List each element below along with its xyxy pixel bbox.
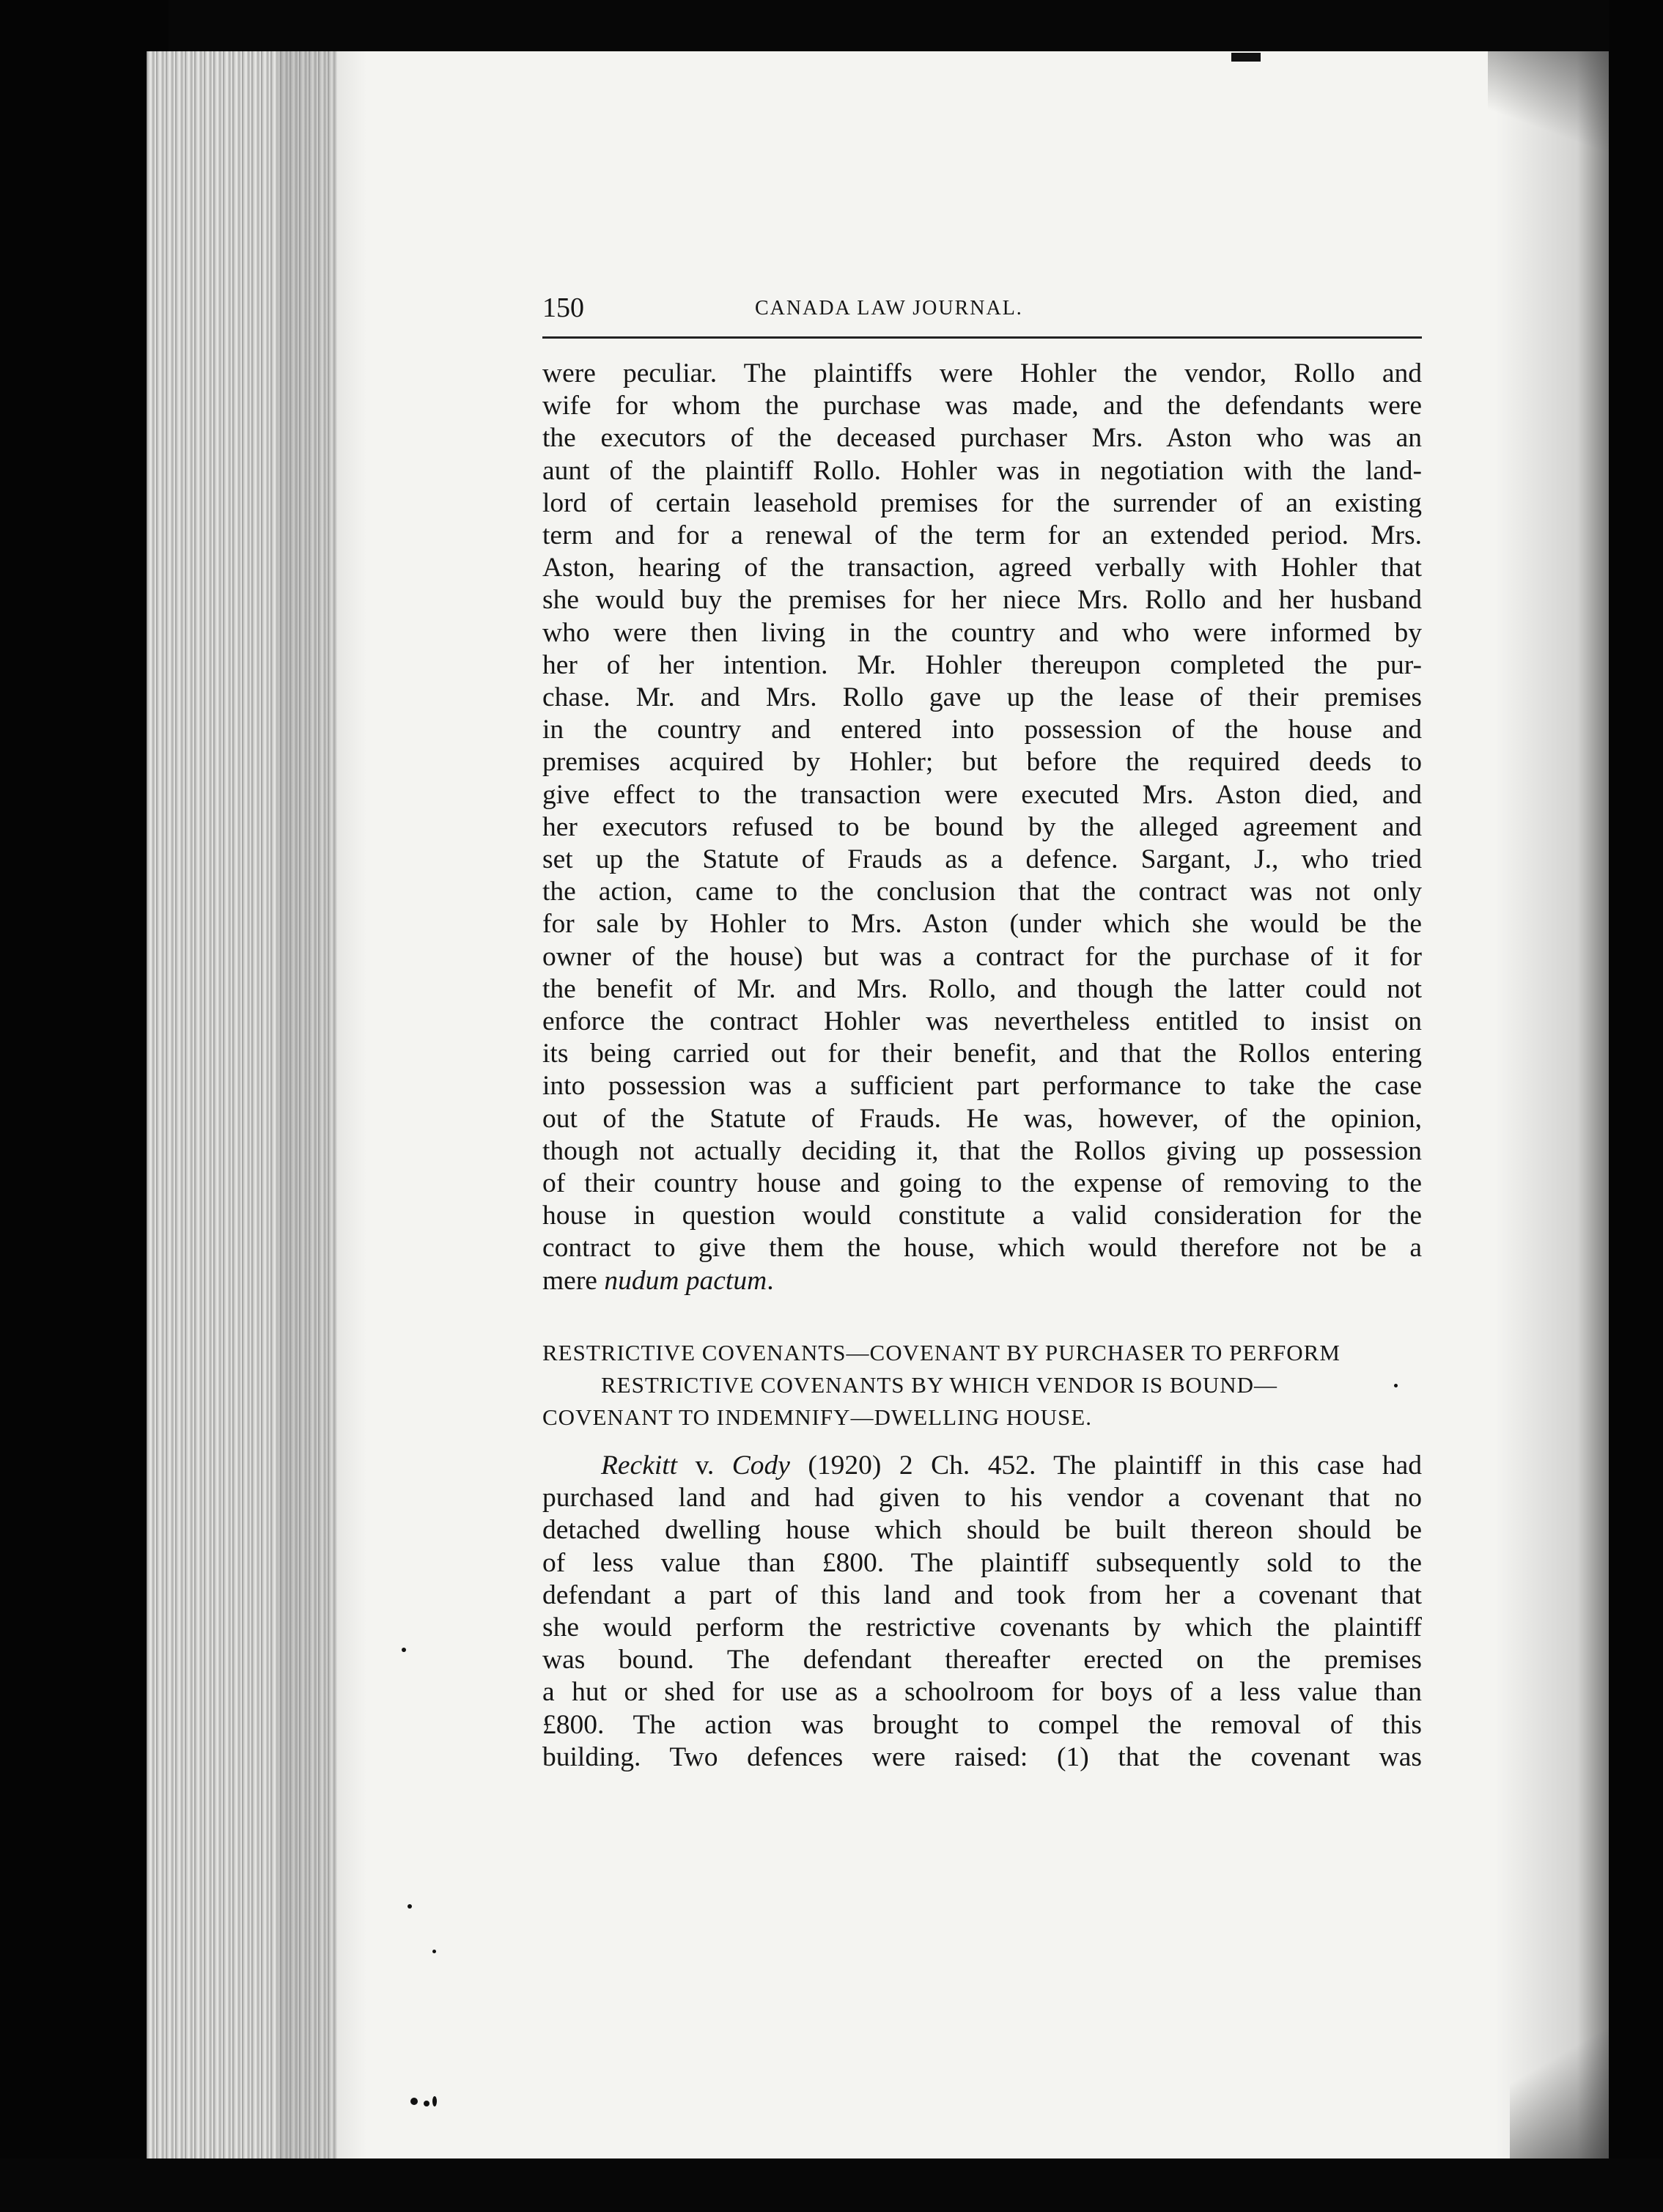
text-line: wife for whom the purchase was made, and the defendants were: [542, 391, 1422, 421]
corner-shadow-top: [1488, 51, 1612, 154]
heading-line: RESTRICTIVE COVENANTS BY WHICH VENDOR IS BOUND—: [601, 1371, 1278, 1398]
text-line: who were then living in the country and who were informed by: [542, 617, 1422, 648]
text-line: the benefit of Mr. and Mrs. Rollo, and though the latter could not: [542, 973, 1422, 1004]
scan-speck: [408, 1904, 412, 1909]
text-line: detached dwelling house which should be built thereon should be: [542, 1515, 1422, 1546]
text-line: defendant a part of this land and took from her a covenant that: [542, 1579, 1422, 1610]
line-suffix: .: [767, 1265, 774, 1296]
scan-speck: [410, 2098, 418, 2105]
text-line: for sale by Hohler to Mrs. Aston (under which she would be the: [542, 909, 1422, 940]
text-line: premises acquired by Hohler; but before the required deeds to: [542, 747, 1422, 778]
scan-border-top: [0, 0, 1663, 53]
text-line: purchased land and had given to his vendor a covenant that no: [542, 1483, 1422, 1514]
text-line: out of the Statute of Frauds. He was, however, of the opinion,: [542, 1103, 1422, 1134]
scan-speck: [424, 2101, 429, 2106]
section-heading: [542, 1337, 1422, 1434]
text-line: enforce the contract Hohler was nevertheless entitled to insist on: [542, 1006, 1422, 1037]
text-line: her of her intention. Mr. Hohler thereupon completed the pur-: [542, 649, 1422, 680]
heading-line: RESTRICTIVE COVENANTS—COVENANT BY PURCHASER TO PERFORM: [542, 1339, 1341, 1365]
paragraph-1: [542, 358, 1422, 1297]
text-line: was bound. The defendant thereafter erected on the premises: [542, 1645, 1422, 1675]
text-line: though not actually deciding it, that the Rollos giving up possession: [542, 1135, 1422, 1166]
text-line: in the country and entered into possession of the house and: [542, 715, 1422, 745]
running-head: [542, 290, 1422, 339]
text-line: owner of the house) but was a contract for the purchase of it for: [542, 941, 1422, 972]
text-line: into possession was a sufficient part performance to take the case: [542, 1071, 1422, 1102]
corner-shadow-bottom: [1510, 2023, 1620, 2162]
case-name: Reckitt: [601, 1450, 678, 1481]
scan-border-bottom: [0, 2158, 1663, 2212]
page-text: [542, 290, 1422, 1774]
line-prefix: mere: [542, 1265, 605, 1296]
scan-speck: [402, 1648, 406, 1652]
text-line: a hut or shed for use as a schoolroom for boys of a less value than: [542, 1677, 1422, 1708]
paragraph-2: [542, 1450, 1422, 1774]
scan-speck: [1231, 53, 1261, 62]
page-edge-shadow: [1495, 51, 1612, 2162]
scan-speck: [1394, 1384, 1398, 1387]
text-line: of less value than £800. The plaintiff subsequently sold to the: [542, 1547, 1422, 1578]
text-line: lord of certain leasehold premises for the surrender of an existing: [542, 487, 1422, 518]
text-line: set up the Statute of Frauds as a defence. Sargant, J., who tried: [542, 844, 1422, 875]
journal-title: CANADA LAW JOURNAL.: [755, 297, 1023, 320]
text-line: its being carried out for their benefit, and that the Rollos entering: [542, 1039, 1422, 1069]
text-line: chase. Mr. and Mrs. Rollo gave up the lease of their premises: [542, 682, 1422, 713]
text-line: £800. The action was brought to compel the removal of this: [542, 1709, 1422, 1740]
page-number: 150: [542, 292, 584, 323]
latin-phrase: nudum pactum: [604, 1265, 767, 1296]
case-versus: v.: [677, 1450, 732, 1481]
text-line: she would buy the premises for her niece Mrs. Rollo and her husband: [542, 585, 1422, 616]
text-line: she would perform the restrictive covenants by which the plaintiff: [542, 1612, 1422, 1643]
text-line: aunt of the plaintiff Rollo. Hohler was in negotiation with the land-: [542, 455, 1422, 486]
text-line: were peculiar. The plaintiffs were Hohler the vendor, Rollo and: [542, 358, 1422, 388]
scan-speck: [432, 1950, 436, 1953]
scan-border-right: [1609, 0, 1663, 2212]
text-line: [542, 1450, 1422, 1482]
text-line: of their country house and going to the expense of removing to the: [542, 1168, 1422, 1199]
scan-border-left: [0, 0, 169, 2212]
text-line: her executors refused to be bound by the alleged agreement and: [542, 811, 1422, 842]
scan-speck: [432, 2096, 437, 2106]
gutter-shadow: [279, 51, 366, 2162]
case-citation: (1920) 2 Ch. 452. The plaintiff in this case had: [789, 1450, 1422, 1481]
text-line: the action, came to the conclusion that the contract was not only: [542, 877, 1422, 907]
case-name: Cody: [731, 1450, 790, 1481]
text-line: the executors of the deceased purchaser Mrs. Aston who was an: [542, 423, 1422, 454]
text-line: contract to give them the house, which would therefore not be a: [542, 1233, 1422, 1264]
text-line: term and for a renewal of the term for an extended period. Mrs.: [542, 520, 1422, 551]
text-line: house in question would constitute a valid consideration for the: [542, 1201, 1422, 1231]
text-line: give effect to the transaction were executed Mrs. Aston died, and: [542, 779, 1422, 810]
text-line: Aston, hearing of the transaction, agreed verbally with Hohler that: [542, 553, 1422, 583]
text-line: building. Two defences were raised: (1) that the covenant was: [542, 1741, 1422, 1772]
heading-line: COVENANT TO INDEMNIFY—DWELLING HOUSE.: [542, 1404, 1092, 1430]
text-line: [542, 1265, 1422, 1297]
